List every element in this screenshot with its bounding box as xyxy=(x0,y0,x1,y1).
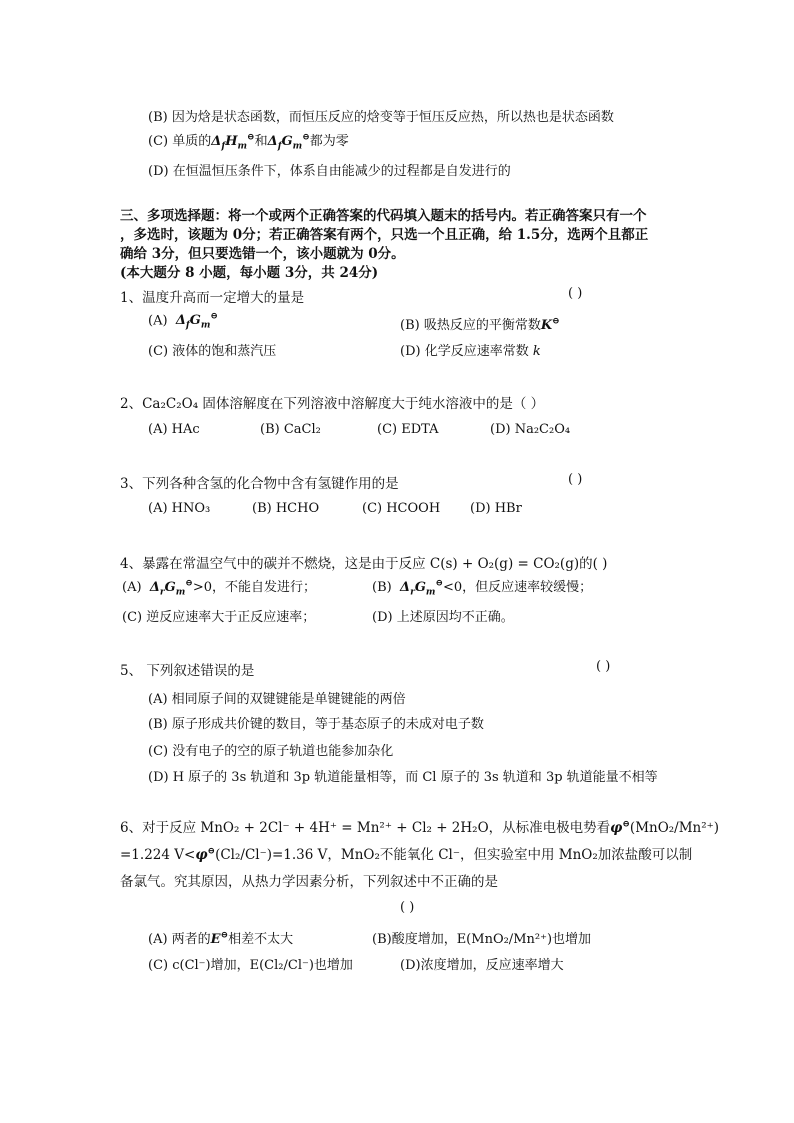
q1-option-d-symbol: k xyxy=(532,344,541,359)
delta-r-g-symbol: $\Delta_rG_m^⊖$ xyxy=(399,578,443,598)
q6-option-c: (C) c(Cl⁻)增加，E(Cl₂/Cl⁻)也增加 xyxy=(148,958,353,973)
prev-option-d: (D) 在恒温恒压条件下，体系自由能减少的过程都是自发进行的 xyxy=(148,164,511,179)
q2-stem: 2、Ca₂C₂O₄ 固体溶解度在下列溶液中溶解度大于纯水溶液中的是（ ） xyxy=(120,396,545,412)
k-standard-symbol: K⊖ xyxy=(540,316,560,333)
q1-option-a xyxy=(148,312,218,331)
q6-line1 xyxy=(120,816,719,836)
q5-option-b: (B) 原子形成共价键的数目，等于基态原子的未成对电子数 xyxy=(148,717,484,732)
q6-answer-paren[interactable]: ( ) xyxy=(400,900,415,915)
q5-option-a: (A) 相同原子间的双键键能是单键键能的两倍 xyxy=(148,692,406,707)
q2-option-b: (B) CaCl₂ xyxy=(260,422,321,437)
q1-stem: 1、温度升高而一定增大的量是 xyxy=(120,290,305,306)
q4-option-b-label: (B) xyxy=(372,580,392,595)
q3-stem: 3、下列各种含氢的化合物中含有氢键作用的是 xyxy=(120,476,399,492)
prev-option-b: (B) 因为焓是状态函数，而恒压反应的焓变等于恒压反应热，所以热也是状态函数 xyxy=(148,110,614,125)
prev-option-c xyxy=(148,130,349,152)
section3-line3: 确给 3分，但只要选错一个，该小题就为 0分。 xyxy=(120,246,405,262)
q4-option-a-label: (A) xyxy=(122,580,142,595)
q1-answer-paren[interactable]: ( ) xyxy=(568,286,583,301)
q6-option-b: (B)酸度增加，E(MnO₂/Mn²⁺)也增加 xyxy=(372,932,592,947)
section3-line2: ，多选时，该题为 0分；若正确答案有两个，只选一个且正确，给 1.5分，选两个且都正 xyxy=(120,227,649,243)
q2-option-d: (D) Na₂C₂O₄ xyxy=(490,422,571,437)
q4-stem: 4、暴露在常温空气中的碳并不燃烧，这是由于反应 C(s) + O₂(g) = CO₂(g)的( ) xyxy=(120,556,608,572)
q6-line2-post: (Cl₂/Cl⁻)=1.36 V，MnO₂不能氧化 Cl⁻，但实验室中用 MnO₂加浓盐酸可以制 xyxy=(215,847,693,863)
q6-option-a-pre: (A) 两者的 xyxy=(148,932,211,947)
delta-f-h-symbol: $\Delta_fH_m^⊖$ xyxy=(211,132,255,152)
section3-line4: (本大题分 8 小题，每小题 3分，共 24分) xyxy=(120,265,379,281)
phi-standard-symbol: φ⊖ xyxy=(195,846,216,863)
q6-option-a xyxy=(148,928,293,947)
e-standard-symbol: E⊖ xyxy=(210,930,229,947)
delta-f-g-symbol: $\Delta_fG_m^⊖$ xyxy=(175,312,218,331)
q1-option-a-label: (A) xyxy=(148,313,168,329)
q4-option-b-text: <0，但反应速率较缓慢； xyxy=(443,580,593,595)
q5-option-c: (C) 没有电子的空的原子轨道也能参加杂化 xyxy=(148,744,394,759)
q1-option-b xyxy=(400,314,560,333)
q2-option-a: (A) HAc xyxy=(148,422,200,437)
q6-option-d: (D)浓度增加，反应速率增大 xyxy=(400,958,564,973)
q1-option-b-text: (B) 吸热反应的平衡常数 xyxy=(400,318,541,333)
q3-option-d: (D) HBr xyxy=(470,501,522,516)
q5-option-d: (D) H 原子的 3s 轨道和 3p 轨道能量相等，而 Cl 原子的 3s 轨道和 3p 轨道能量不相等 xyxy=(148,770,658,785)
q1-option-d xyxy=(400,340,541,359)
q5-answer-paren[interactable]: ( ) xyxy=(596,659,611,674)
q6-line3: 备氯气。究其原因，从热力学因素分析，下列叙述中不正确的是 xyxy=(120,874,498,890)
q4-option-b xyxy=(372,576,592,598)
q4-option-a-text: >0，不能自发进行； xyxy=(192,580,317,595)
q3-option-b: (B) HCHO xyxy=(252,501,320,516)
q4-option-a xyxy=(122,576,316,598)
delta-r-g-symbol: $\Delta_rG_m^⊖$ xyxy=(149,578,193,598)
q3-answer-paren[interactable]: ( ) xyxy=(568,472,583,487)
q1-option-d-text: (D) 化学反应速率常数 xyxy=(400,344,529,359)
q6-line1-pre: 6、对于反应 MnO₂ + 2Cl⁻ + 4H⁺ = Mn²⁺ + Cl₂ + 2H₂O，从标准电极电势看 xyxy=(120,820,611,836)
q5-stem: 5、 下列叙述错误的是 xyxy=(120,663,255,679)
q4-option-d: (D) 上述原因均不正确。 xyxy=(372,610,514,625)
q4-option-c: (C) 逆反应速率大于正反应速率； xyxy=(122,610,316,625)
q6-option-a-post: 相差不太大 xyxy=(228,932,294,947)
section3-line1: 三、多项选择题：将一个或两个正确答案的代码填入题末的括号内。若正确答案只有一个 xyxy=(120,208,647,224)
prev-option-c-pre: (C) 单质的 xyxy=(148,134,212,149)
q3-option-a: (A) HNO₃ xyxy=(148,501,211,516)
phi-standard-symbol: φ⊖ xyxy=(610,819,630,836)
delta-f-g-symbol: $\Delta_fG_m^⊖$ xyxy=(267,132,310,152)
q6-line1-post: (MnO₂/Mn²⁺) xyxy=(629,820,720,836)
q3-option-c: (C) HCOOH xyxy=(362,501,441,516)
prev-option-c-post: 都为零 xyxy=(309,134,349,149)
q6-line2 xyxy=(120,843,692,863)
prev-option-c-mid: 和 xyxy=(254,134,268,149)
q1-option-c: (C) 液体的饱和蒸汽压 xyxy=(148,344,277,359)
q6-line2-pre: =1.224 V< xyxy=(120,847,196,863)
q2-option-c: (C) EDTA xyxy=(377,422,439,437)
